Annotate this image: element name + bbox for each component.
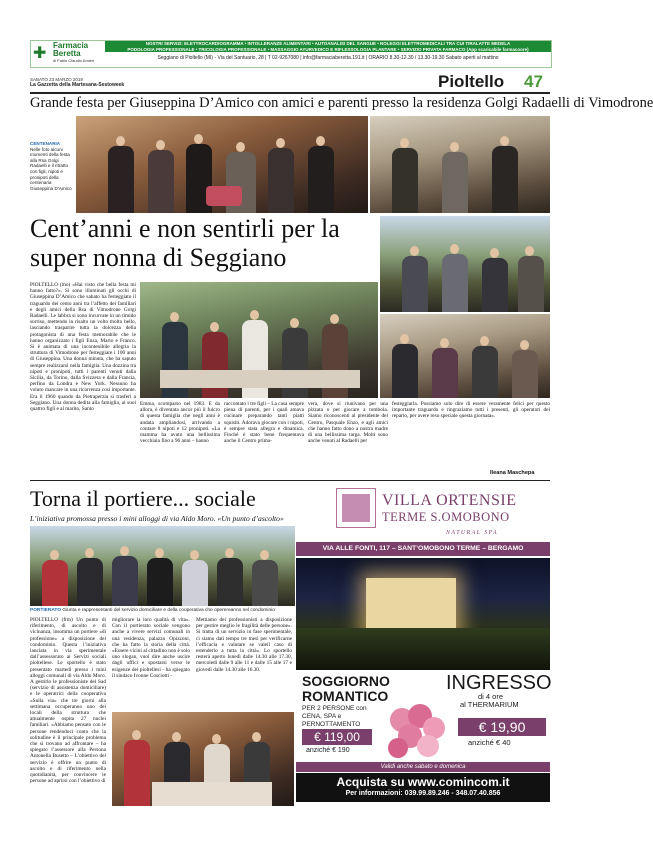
page-number: 47 — [524, 72, 543, 91]
offer1-title-line1: SOGGIORNO — [302, 673, 390, 689]
flower-bouquet-icon — [382, 700, 452, 762]
offer2-old-price: anziché € 40 — [468, 738, 511, 747]
party-photo-right — [370, 116, 550, 213]
pharmacy-subbrand: di Fabio Claudio Amieri — [53, 58, 95, 63]
pharmacy-ad-banner — [30, 40, 552, 68]
caption-text: Nelle foto alcuni momenti della festa alla Rsa Golgi Radaelli e il ritratto con figli, nipoti e pronipoti della centenaria Giuseppina D’Amico — [30, 146, 72, 191]
ad-name-line2: TERME S.OMOBONO — [382, 510, 510, 524]
ad-purchase-box[interactable] — [296, 773, 550, 802]
offer1-title-line2: ROMANTICO — [302, 688, 389, 704]
offer2-line2: al THERMARIUM — [460, 700, 519, 709]
pharmacy-brand — [53, 42, 88, 58]
services-line1: ELETTROCARDIOGRAMMA • INTOLLERANZE ALIMENTARI • AUTOANALISI DEL SANGUE • NOLEGGI ELETTROMEDICALI TRA CUI TIRALATTE MEDELA — [184, 41, 511, 46]
portierato-group-photo — [30, 526, 295, 606]
offer1-description: PER 2 PERSONE con CENA, SPA e PERNOTTAMENTO — [302, 705, 367, 728]
issue-date: SABATO 23 MARZO 2019 — [30, 77, 83, 82]
photo-caption-2 — [30, 608, 295, 613]
services-line2: PODOLOGIA PROFESSIONALE • TRICOLOGIA PROFESSIONALE • MASSAGGIO AYURVEDICO E RIFLESSOLOGIA PLANTARE • SERVIZIO PRIVATA FARMACO (App scaricabile farmacoore) — [127, 46, 529, 52]
article2-col3: Mettiamo dei professionisti a disposizione per gestire meglio le fragilità delle persone». Si tratta di un servizio in fase sperimentale, ci siamo dati tempo tre mesi per verificarne l’efficacia e valutare se valeil caso di estenderlo a tutta la città». Lo sportello resterà aperto lunedì dalle 14.30 alle 17.30, mercoledì dalle 9 alle 11 e dalle 15 alle 17 e giovedì dalle 14.30 alle 16.30. — [196, 617, 292, 673]
caption-label: CENTENARIA — [30, 141, 61, 146]
article2-col2: migliorare la loro qualità di vita». Con il portierato sociale vengono anche a vivere servizi comunali in una residenza, palazzo Opizzoni, che ha fatto la storia della città. «Essere vicini al cittadino non è solo uno slogan, vuol dire anche uscire dagli uffici e spostarsi verso le esigenze dei pioltellesi - ha spiegato il sindaco Ivonne Cosciotti - — [112, 617, 190, 679]
villa-ortensie-ad[interactable] — [296, 486, 550, 802]
article1-col2: Emma, scomparso nel 1983. E da allora, è diventata ancor più il fulcro di questa famiglia che negli anni è andata ampliandosi, arrivando a contare 8 nipoti e 12 pronipoti. «La mamma ha avuto una bellissima vecchiaia fino a 96 anni – hanno — [140, 401, 220, 445]
header-rule — [30, 92, 550, 94]
article1-headline: Grande festa per Giuseppina D’Amico con amici e parenti presso la residenza Golgi Radaelli di Vimodrone — [30, 95, 653, 111]
caption-label: PORTIERATO — [30, 608, 62, 613]
section-divider — [30, 480, 550, 481]
ad-tagline: NATURAL SPA — [446, 530, 498, 536]
offer1-price: € 119,00 — [302, 729, 372, 745]
caption-text: Giunta e rappresentanti del servizio domiciliare e della cooperativa che operereanno nel condominio — [62, 608, 275, 613]
portierato-meeting-photo — [112, 712, 294, 806]
party-photo-main — [76, 116, 368, 213]
villa-night-photo — [296, 558, 550, 670]
offer1-old-price: anziché € 190 — [306, 747, 350, 754]
offer2-price: € 19,90 — [458, 718, 546, 736]
ad-validity: Validi anche sabato e domenica — [296, 762, 550, 772]
ad-address: VIA ALLE FONTI, 117 – SANT’OMOBONO TERME – BERGAMO — [296, 542, 550, 556]
article1-col4: vera, dove si riunivano per una pizzata o per giocare a tombola. Siamo riconoscenti al presidente del Centro, Pasquale Enzo, e agli amici che hanno fatto dono a nostra madre di una bellissima targa. Molti sono anche venuti al Radaelli per — [308, 401, 388, 445]
article1-signature: Ileana Maschepa — [490, 470, 535, 476]
ad-name-line1: VILLA ORTENSIE — [382, 492, 517, 509]
ad-purchase-link[interactable]: Acquista su www.comincom.it — [336, 775, 510, 789]
article2-title: Torna il portiere... sociale — [30, 486, 256, 511]
villa-logo-icon — [336, 488, 376, 528]
article1-col1: PIOLTELLO (mo) «Hai visto che bella festa mi hanno fatto?». Si sono illuminati gli occhi di Giuseppina D’Amico che sabato ha festeggiato il traguardo dei cento anni tra l’affetto dei familiari e degli amici della Rsa di Vimodrone Golgi Radaelli. Le labbra si sono incurvate in un timido sorriso, mettendo in risalto un volto molto bello, lasciando trasparire tutta la dolcezza della protagonista di una festa memorabile che le hanno organizzato i figli Enza, Mario e Franco. Si è animata di una incontenibile allegria la struttura di Vimodrone per festeggiare i 100 anni di Giuseppina. Una donna minuta, che ha saputo sempre realizzarsi nella famiglia. Una dozzina tra nipoti e pronipoti, tutti i parenti venuti dalla Sicilia, da Torino, dalla Svizzera e dalla Francia, perfino da Londra e New York. Nessuno ha voluto mancare in una ricorrenza così importante. Era il 1960 quando da Pietraperzia si trasferì a Seggiano. Una donna dedita alla famiglia, ai suoi quattro figli e al marito, Santo — [30, 282, 136, 413]
pharmacy-brand-line2: Beretta — [53, 49, 81, 58]
article1-col5: festeggiarla. Possiamo solo dire di essere veramente felici per questo importante traguardo e ringraziamo tutti i presenti, gli operatori del reparto, per avere reso speciale questa giornata». — [392, 401, 550, 420]
services-title: NOSTRI SERVIZI: — [145, 41, 183, 46]
family-photo-right — [380, 314, 550, 398]
ad-phone-info: Per informazioni: 039.99.89.246 - 348.07.40.856 — [345, 790, 501, 797]
pharmacy-address: Seggiano di Pioltello (MI) - Via del Santuario, 28 | T 02-9267080 | info@farmaciaberetta.191.it | ORARIO 8.30-12.30 / 13.30-19.30 Sabato aperti al mattino — [157, 55, 499, 61]
family-photo-center — [140, 282, 378, 398]
family-photo-outdoor — [380, 216, 550, 312]
pharmacy-cross-icon: ✚ — [33, 43, 47, 62]
newspaper-name: La Gazzetta della Martesana-Sestoweek — [30, 82, 125, 88]
section-title: Pioltello — [438, 72, 505, 91]
pharmacy-brand-line1: Farmacia — [53, 41, 89, 50]
article2-subtitle: L’iniziativa promossa presso i mini alloggi di via Aldo Moro. «Un punto d’ascolto» — [30, 514, 284, 523]
offer2-line1: di 4 ore — [478, 692, 504, 701]
article1-col3: raccontato i tre figli – La casa sempre piena di parenti, per i quali amava cucinare preparando tanti piatti squisiti. Adorava giocare con i nipoti, è sempre stata allegra e dinamica. Finché è stato bene frequentava anche il Centro prima- — [224, 401, 304, 445]
offer2-title: INGRESSO — [446, 672, 552, 694]
article1-title: Cent’anni e non sentirli per la super nonna di Seggiano — [30, 214, 340, 272]
photo-caption-1 — [30, 141, 73, 191]
article2-col1: PIOLTELLO (frm) Un punto di riferimento, di ascolto e di vicinanza, insomma un portiere «di professione» a disposizione del condominio. Questa l’iniziativa lanciata in via sperimentale dall’assessorato ai Servizi sociali pioltellese. Le sportello è stato presentato martedì presso i mini alloggi comunali di via Aldo Moro. A gestirlo le professioniste del Sad (servizio di assistenza domiciliare) e le operatrici della cooperativa «Sulla via» che tre giorni alla settimana occuperanno uno dei locali della struttura che attualmente ospita 27 nuclei familiari. «Abbiamo pensato con le persone rendendoci conto che la solitudine è il principale problema che si trovano ad affrontare – ha spiegato l’assessore alla Persona Antonella Busetto – L’obiettivo del servizio è offrire un punto di ascolto e di riferimento nella quotidianità, per convincere le persone ad aprirsi con l’obiettivo di — [30, 617, 106, 785]
pharmacy-services — [105, 41, 551, 52]
